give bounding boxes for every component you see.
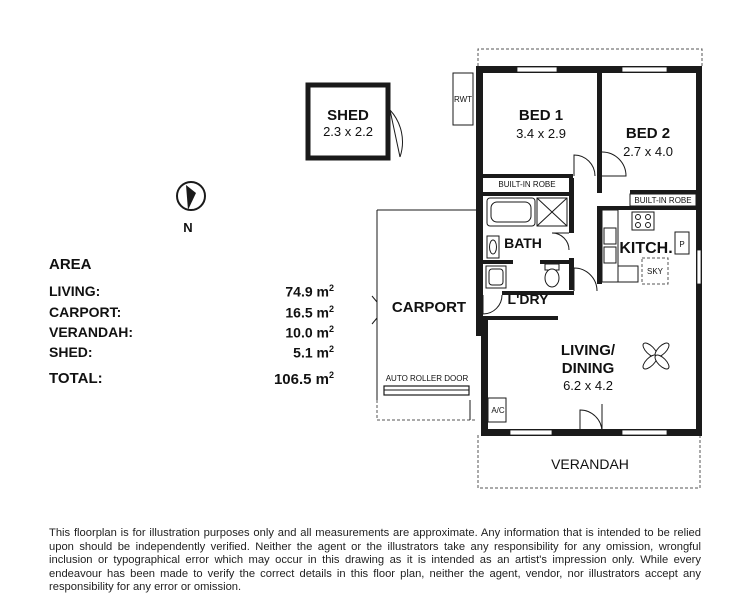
living-label-line2: DINING [561,360,615,377]
compass [177,182,205,235]
bed2-dims: 2.7 x 4.0 [623,144,673,159]
area-value: 5.1 m [293,344,329,361]
laundry-label: L'DRY [507,291,549,307]
compass-north-label: N [183,220,193,235]
robe1-label: BUILT-IN ROBE [498,180,556,189]
bed2-label: BED 2 [625,125,671,142]
robe2-label: BUILT-IN ROBE [634,196,692,205]
rainwater-tank [453,73,473,125]
pantry-label: P [679,240,685,249]
shed [308,85,402,158]
area-value: 10.0 m [285,324,329,341]
shed-dims: 2.3 x 2.2 [323,124,373,139]
ac-label: A/C [491,406,505,415]
area-unit-sup: 2 [328,344,334,354]
area-title: AREA [49,256,92,273]
living-label-line1: LIVING/ [560,342,616,359]
area-label: LIVING: [49,283,101,299]
ceiling-fan-icon [641,341,671,371]
area-value: 74.9 m [285,283,329,300]
disclaimer-text: This floorplan is for illustration purposes only and all measurements are approximate. Any information that is intended to be relied upon should be independently verified. Neither the agent or the illustrators take any responsibility for any omission, wrongful inclusion or typographical error which may occur in this drawing as it is intended as an artist's impression only. While every endeavour has been made to verify the correct details in this floor plan, neither the agent, vendor, nor illustrators accept any responsibility for any error or omission. [49,527,701,593]
kitchen-label: KITCH. [619,240,673,257]
bed1-label: BED 1 [518,107,564,124]
bed1-door [574,155,595,176]
living-dims: 6.2 x 4.2 [563,378,613,393]
verandah-label: VERANDAH [551,456,629,472]
area-row-carport [49,304,334,320]
area-value: 16.5 m [285,304,329,321]
area-label: CARPORT: [49,304,122,320]
area-total-value: 106.5 m [273,371,329,388]
area-unit-sup: 2 [328,324,334,334]
area-label: SHED: [49,344,93,360]
area-row-total [49,370,334,387]
area-label: VERANDAH: [49,324,133,340]
roller-door-label: AUTO ROLLER DOOR [385,374,469,383]
shed-label: SHED [327,107,369,124]
area-row-verandah [49,324,334,340]
bath-label: BATH [504,235,542,251]
rwt-label: RWT [453,95,473,104]
area-unit-sup: 2 [328,304,334,314]
area-unit-sup: 2 [328,283,334,293]
front-door [580,410,602,432]
carport-label: CARPORT [391,299,467,316]
area-row-shed [49,344,334,360]
area-unit-sup: 2 [328,370,334,380]
area-row-living [49,283,334,299]
area-total-label: TOTAL: [49,370,103,387]
sky-label: SKY [646,267,664,276]
bed1-dims: 3.4 x 2.9 [516,126,566,141]
